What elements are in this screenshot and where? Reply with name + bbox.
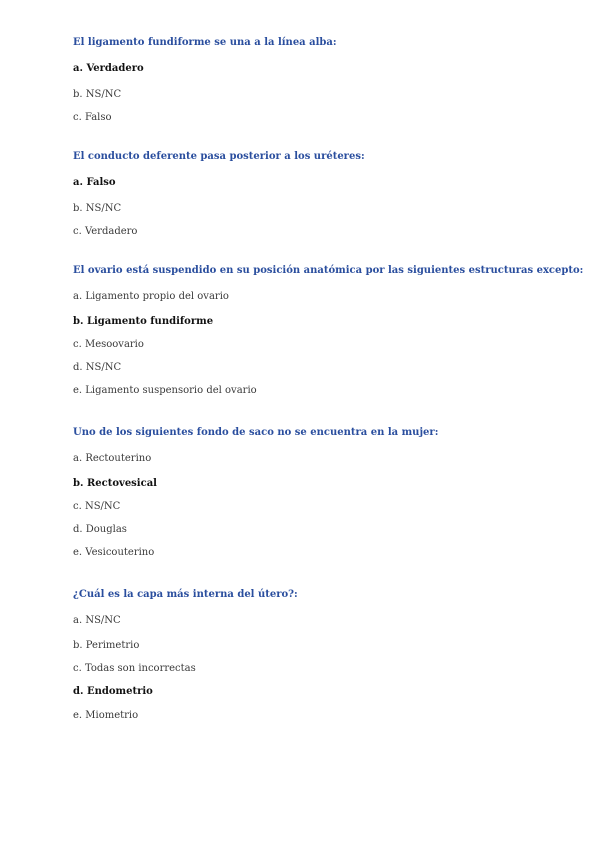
question-title: ¿Cuál es la capa más interna del útero?: <box>73 589 298 600</box>
option-c: c. Falso <box>73 112 112 123</box>
option-a-correct: a. Verdadero <box>73 63 144 74</box>
option-d-correct: d. Endometrio <box>73 686 153 697</box>
option-list <box>73 291 573 397</box>
option-c: c. Verdadero <box>73 226 138 237</box>
question-title: El ligamento fundiforme se una a la línea alba: <box>73 37 337 48</box>
question-title: El conducto deferente pasa posterior a los uréteres: <box>73 151 365 162</box>
option-b-correct: b. Ligamento fundiforme <box>73 316 214 327</box>
option-c: c. Mesoovario <box>73 339 144 350</box>
option-c: c. Todas son incorrectas <box>73 663 196 674</box>
option-b: b. NS/NC <box>73 89 122 100</box>
option-a: a. Rectouterino <box>73 453 152 464</box>
option-e: e. Vesicouterino <box>73 547 155 558</box>
option-d: d. NS/NC <box>73 362 122 373</box>
option-a-correct: a. Falso <box>73 177 116 188</box>
option-c: c. NS/NC <box>73 501 121 512</box>
option-e: e. Ligamento suspensorio del ovario <box>73 385 257 396</box>
option-b: b. NS/NC <box>73 203 122 214</box>
question-title: El ovario está suspendido en su posición anatómica por las siguientes estructuras excepto: <box>73 265 584 276</box>
question-title: Uno de los siguientes fondo de saco no se encuentra en la mujer: <box>73 427 439 438</box>
option-a: a. NS/NC <box>73 615 121 626</box>
option-list <box>73 177 573 238</box>
option-d: d. Douglas <box>73 524 127 535</box>
question-3 <box>73 265 584 397</box>
question-5 <box>73 589 573 722</box>
option-a: a. Ligamento propio del ovario <box>73 291 229 302</box>
question-1 <box>73 37 573 124</box>
option-list <box>73 63 573 124</box>
option-e: e. Miometrio <box>73 710 139 721</box>
question-4 <box>73 427 573 559</box>
option-list <box>73 453 573 559</box>
option-b-correct: b. Rectovesical <box>73 478 157 489</box>
option-b: b. Perimetrio <box>73 640 140 651</box>
question-2 <box>73 151 573 238</box>
option-list <box>73 615 573 722</box>
